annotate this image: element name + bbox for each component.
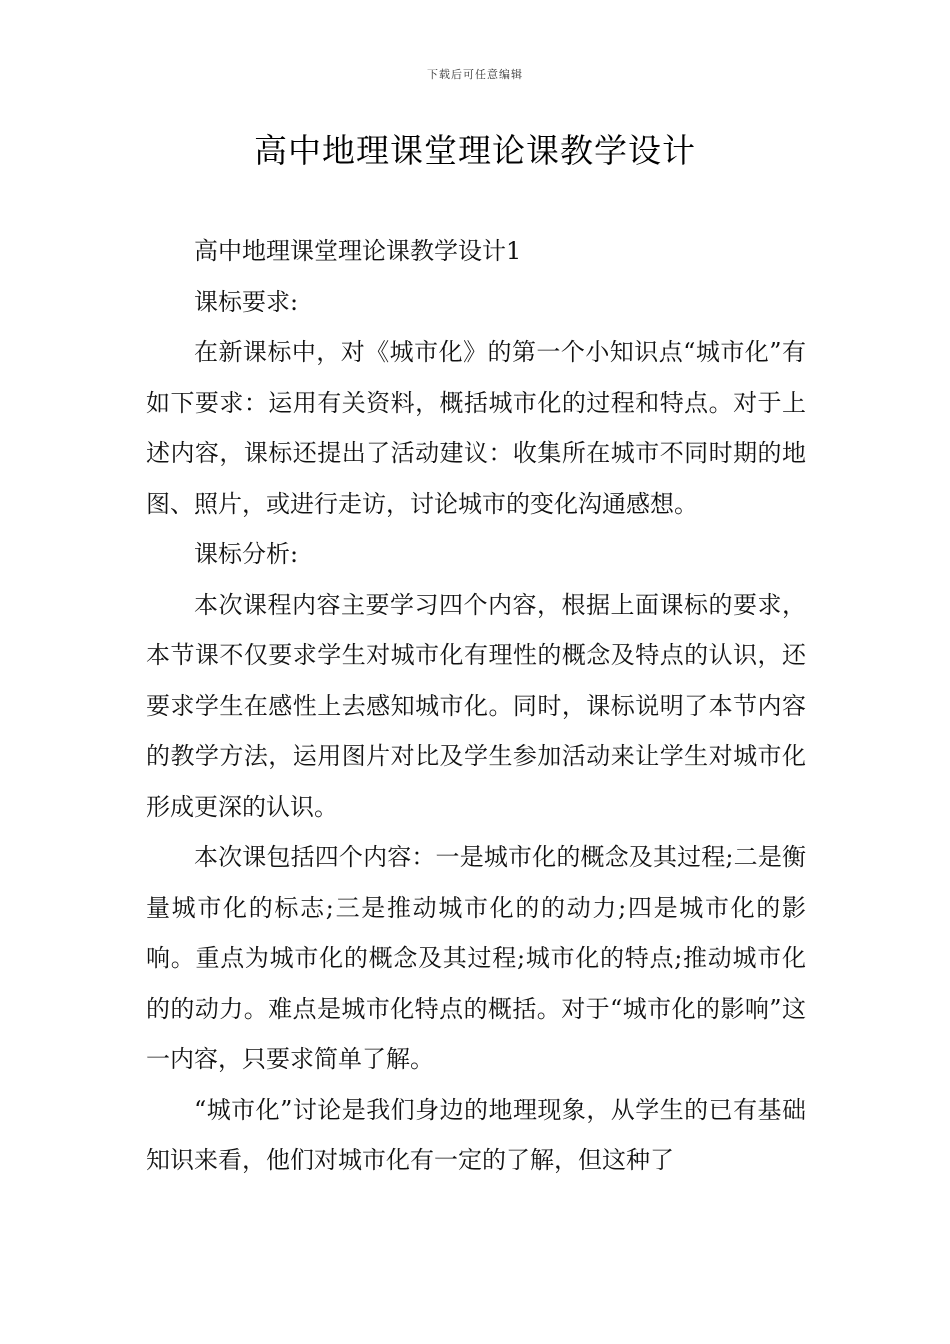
paragraph: 本次课程内容主要学习四个内容，根据上面课标的要求，本节课不仅要求学生对城市化有理性的概念及特点的认识，还要求学生在感性上去感知城市化。同时，课标说明了本节内容的教学方法，运用图片对比及学生参加活动来让学生对城市化形成更深的认识。 [146, 590, 806, 821]
section-heading: 高中地理课堂理论课教学设计1 [194, 237, 522, 265]
paragraph: 本次课包括四个内容：一是城市化的概念及其过程;二是衡量城市化的标志;三是推动城市化的的动力;四是城市化的影响。重点为城市化的概念及其过程;城市化的特点;推动城市化的的动力。难点是城市化特点的概括。对于“城市化的影响”这一内容，只要求简单了解。 [146, 843, 806, 1073]
paragraph: “城市化”讨论是我们身边的地理现象，从学生的已有基础知识来看，他们对城市化有一定的了解，但这种了 [146, 1095, 806, 1174]
subheading-curriculum-analysis: 课标分析: [194, 540, 299, 568]
paragraph: 在新课标中，对《城市化》的第一个小知识点“城市化”有如下要求：运用有关资料，概括城市化的过程和特点。对于上述内容，课标还提出了活动建议：收集所在城市不同时期的地图、照片，或进行走访，讨论城市的变化沟通感想。 [146, 338, 806, 518]
document-title: 高中地理课堂理论课教学设计 [254, 131, 696, 170]
header-note: 下载后可任意编辑 [427, 68, 523, 81]
document-body [146, 226, 806, 1186]
subheading-curriculum-requirements: 课标要求: [194, 287, 299, 316]
